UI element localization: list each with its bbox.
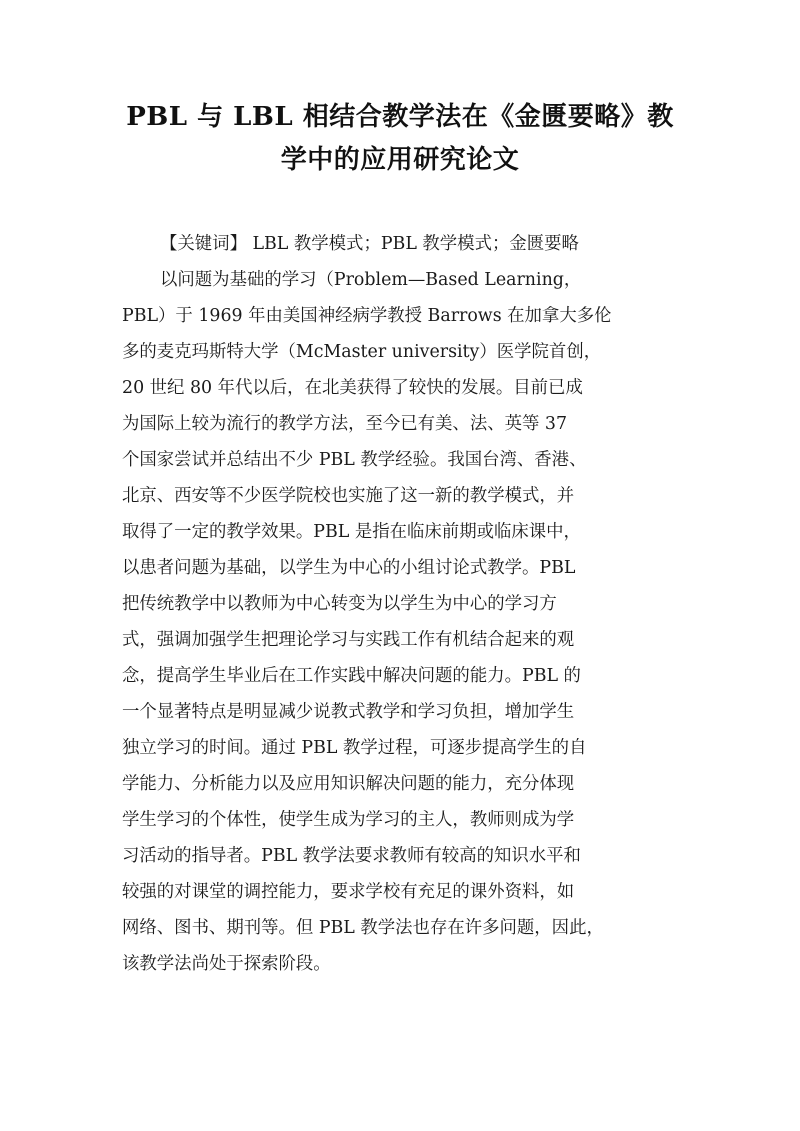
keywords-line: 【关键词】 LBL 教学模式；PBL 教学模式；金匮要略 (160, 234, 579, 254)
body-line: 独立学习的时间。通过 PBL 教学过程，可逐步提高学生的自 (122, 738, 587, 758)
body-line: 个国家尝试并总结出不少 PBL 教学经验。我国台湾、香港、 (122, 450, 587, 470)
body-line: 以患者问题为基础，以学生为中心的小组讨论式教学。PBL (122, 558, 576, 578)
body-line: 北京、西安等不少医学院校也实施了这一新的教学模式，并 (122, 486, 575, 506)
body-line: 较强的对课堂的调控能力，要求学校有充足的课外资料，如 (122, 882, 575, 902)
body-line: 该教学法尚处于探索阶段。 (122, 954, 331, 974)
body-line: 取得了一定的教学效果。PBL 是指在临床前期或临床课中， (122, 522, 581, 542)
body-line: 为国际上较为流行的教学方法，至今已有美、法、英等 37 (122, 414, 568, 434)
body-line: 式，强调加强学生把理论学习与实践工作有机结合起来的观 (122, 630, 575, 650)
body-line: 20 世纪 80 年代以后，在北美获得了较快的发展。目前已成 (122, 378, 583, 398)
body-line: 网络、图书、期刊等。但 PBL 教学法也存在许多问题，因此， (122, 918, 604, 938)
body-line: 念，提高学生毕业后在工作实践中解决问题的能力。PBL 的 (122, 666, 581, 686)
body-line: 学能力、分析能力以及应用知识解决问题的能力，充分体现 (122, 774, 575, 794)
body-line: 以问题为基础的学习（Problem—Based Learning， (160, 270, 582, 290)
document-title-line-2: 学中的应用研究论文 (280, 145, 520, 175)
body-line: 一个显著特点是明显减少说教式教学和学习负担，增加学生 (122, 702, 575, 722)
body-line: PBL）于 1969 年由美国神经病学教授 Barrows 在加拿大多伦 (122, 306, 612, 326)
body-line: 习活动的指导者。PBL 教学法要求教师有较高的知识水平和 (122, 846, 581, 866)
body-line: 把传统教学中以教师为中心转变为以学生为中心的学习方 (122, 594, 557, 614)
document-title-line-1: PBL 与 LBL 相结合教学法在《金匮要略》教 (126, 102, 674, 132)
body-line: 学生学习的个体性，使学生成为学习的主人，教师则成为学 (122, 810, 575, 830)
body-line: 多的麦克玛斯特大学（McMaster university）医学院首创， (122, 342, 602, 362)
